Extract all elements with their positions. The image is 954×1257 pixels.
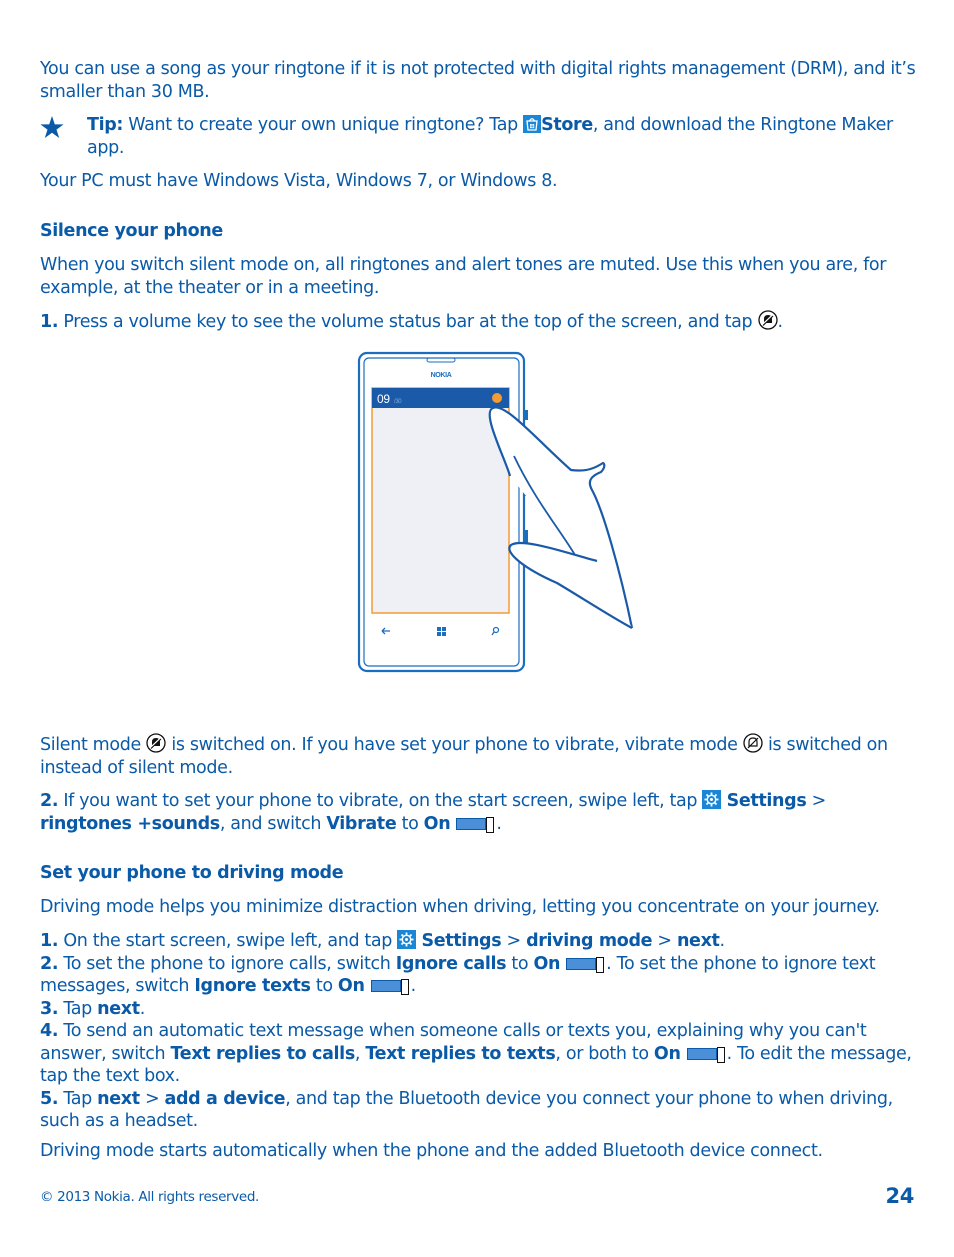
silence-description: When you switch silent mode on, all ringtones and alert tones are muted. Use this when you are, for example, at the theater or in a meeting. bbox=[40, 255, 887, 298]
step-text-2: . To set the phone to ignore text messages, switch bbox=[40, 953, 876, 996]
silence-step-1 bbox=[40, 310, 916, 334]
step-to: to bbox=[315, 976, 333, 996]
next-label: next bbox=[97, 998, 140, 1019]
step-text-2: , and switch bbox=[219, 813, 322, 834]
vibrate-icon bbox=[743, 733, 763, 753]
ignore-calls-label: Ignore calls bbox=[395, 953, 507, 974]
silent-text-1: Silent mode bbox=[40, 735, 141, 755]
tip-label: Tip: bbox=[87, 115, 124, 135]
settings-label: Settings bbox=[726, 791, 807, 811]
step-text: Tap bbox=[63, 1088, 92, 1109]
text-replies-calls-label: Text replies to calls bbox=[170, 1043, 355, 1064]
next-label: next bbox=[97, 1088, 140, 1109]
text-replies-texts-label: Text replies to texts bbox=[365, 1043, 556, 1064]
phone-volume: 09 bbox=[377, 392, 390, 406]
on-label: On bbox=[533, 953, 561, 974]
silent-text-3: is switched on instead of silent mode. bbox=[40, 735, 888, 778]
ringtones-label: ringtones +sounds bbox=[40, 813, 220, 834]
driving-steps bbox=[40, 930, 916, 1133]
on-label: On bbox=[653, 1043, 681, 1064]
step-text: To set the phone to ignore calls, switch bbox=[63, 953, 391, 974]
step-text: If you want to set your phone to vibrate, on the start screen, swipe left, tap bbox=[63, 791, 698, 811]
step-text: To send an automatic text message when someone calls or texts you, explaining why you can't answer, switch bbox=[40, 1021, 867, 1064]
driving-description: Driving mode helps you minimize distraction when driving, letting you concentrate on your journey. bbox=[40, 897, 880, 917]
on-label: On bbox=[337, 976, 365, 996]
intro-paragraph: You can use a song as your ringtone if it is not protected with digital rights management (DRM), and it’s smaller than 30 MB. bbox=[40, 59, 916, 102]
separator: > bbox=[506, 931, 521, 951]
on-label: On bbox=[423, 813, 451, 834]
next-label: next bbox=[676, 931, 720, 951]
driving-step-3 bbox=[40, 998, 916, 1021]
page-number: 24 bbox=[885, 1184, 914, 1208]
driving-step-5 bbox=[40, 1088, 916, 1133]
toggle-on-icon bbox=[687, 1047, 725, 1061]
step-end: . bbox=[496, 813, 502, 834]
separator: > bbox=[657, 931, 672, 951]
store-icon bbox=[523, 115, 541, 133]
phone-volume-sub: /30 bbox=[394, 399, 402, 405]
heading-driving: Set your phone to driving mode bbox=[40, 863, 344, 883]
silence-step-2 bbox=[40, 790, 916, 835]
settings-gear-icon bbox=[702, 790, 721, 809]
tip-text: Want to create your own unique ringtone? Tap bbox=[128, 115, 518, 135]
ignore-texts-label: Ignore texts bbox=[194, 976, 311, 996]
driving-step-2 bbox=[40, 953, 916, 998]
copyright-footer: © 2013 Nokia. All rights reserved. bbox=[40, 1189, 259, 1205]
separator: > bbox=[811, 791, 826, 811]
driving-mode-label: driving mode bbox=[526, 931, 653, 951]
step-text-2: , or both to bbox=[555, 1043, 649, 1064]
step-to: to bbox=[511, 953, 529, 974]
silent-mode-paragraph bbox=[40, 733, 916, 779]
toggle-on-icon bbox=[371, 979, 409, 993]
settings-label: Settings bbox=[421, 931, 502, 951]
step-text: On the start screen, swipe left, and tap bbox=[63, 931, 393, 951]
step-end: . bbox=[719, 931, 725, 951]
step-to: to bbox=[401, 813, 419, 834]
silent-text-2: is switched on. If you have set your phone to vibrate, vibrate mode bbox=[171, 735, 738, 755]
tip-paragraph bbox=[87, 114, 916, 159]
store-label: Store bbox=[541, 115, 593, 135]
phone-illustration bbox=[355, 350, 640, 676]
tip-text-end: , and download the Ringtone Maker app. bbox=[87, 115, 893, 158]
toggle-on-icon bbox=[456, 817, 494, 831]
silent-bell-icon bbox=[146, 733, 166, 753]
vibrate-label: Vibrate bbox=[326, 813, 397, 834]
step-number: 2. bbox=[40, 791, 59, 811]
driving-step-1 bbox=[40, 930, 916, 953]
pc-requirement: Your PC must have Windows Vista, Windows 7, or Windows 8. bbox=[40, 171, 558, 191]
step-number: 1. bbox=[40, 931, 59, 951]
step-text: Press a volume key to see the volume status bar at the top of the screen, and tap bbox=[63, 312, 753, 332]
step-number: 3. bbox=[40, 998, 59, 1019]
driving-step-4 bbox=[40, 1020, 916, 1088]
step-text-3: . To edit the message, tap the text box. bbox=[40, 1043, 912, 1086]
step-end: . bbox=[410, 976, 416, 996]
phone-brand: NOKIA bbox=[430, 372, 452, 379]
heading-silence: Silence your phone bbox=[40, 221, 223, 241]
settings-gear-icon bbox=[397, 930, 416, 949]
step-number: 4. bbox=[40, 1021, 59, 1041]
step-text: Tap bbox=[63, 998, 92, 1019]
star-icon bbox=[40, 116, 64, 139]
add-device-label: add a device bbox=[164, 1088, 286, 1109]
step-number: 1. bbox=[40, 312, 59, 332]
step-end: . bbox=[139, 998, 145, 1019]
step-text-2: , and tap the Bluetooth device you connect your phone to when driving, such as a headset. bbox=[40, 1088, 893, 1131]
driving-final-note: Driving mode starts automatically when the phone and the added Bluetooth device connect. bbox=[40, 1141, 823, 1161]
silent-bell-icon bbox=[758, 310, 778, 330]
separator: > bbox=[144, 1088, 160, 1109]
step-end: . bbox=[777, 312, 783, 332]
step-number: 5. bbox=[40, 1088, 59, 1109]
toggle-on-icon bbox=[566, 957, 604, 971]
step-number: 2. bbox=[40, 953, 59, 974]
comma: , bbox=[354, 1043, 361, 1064]
